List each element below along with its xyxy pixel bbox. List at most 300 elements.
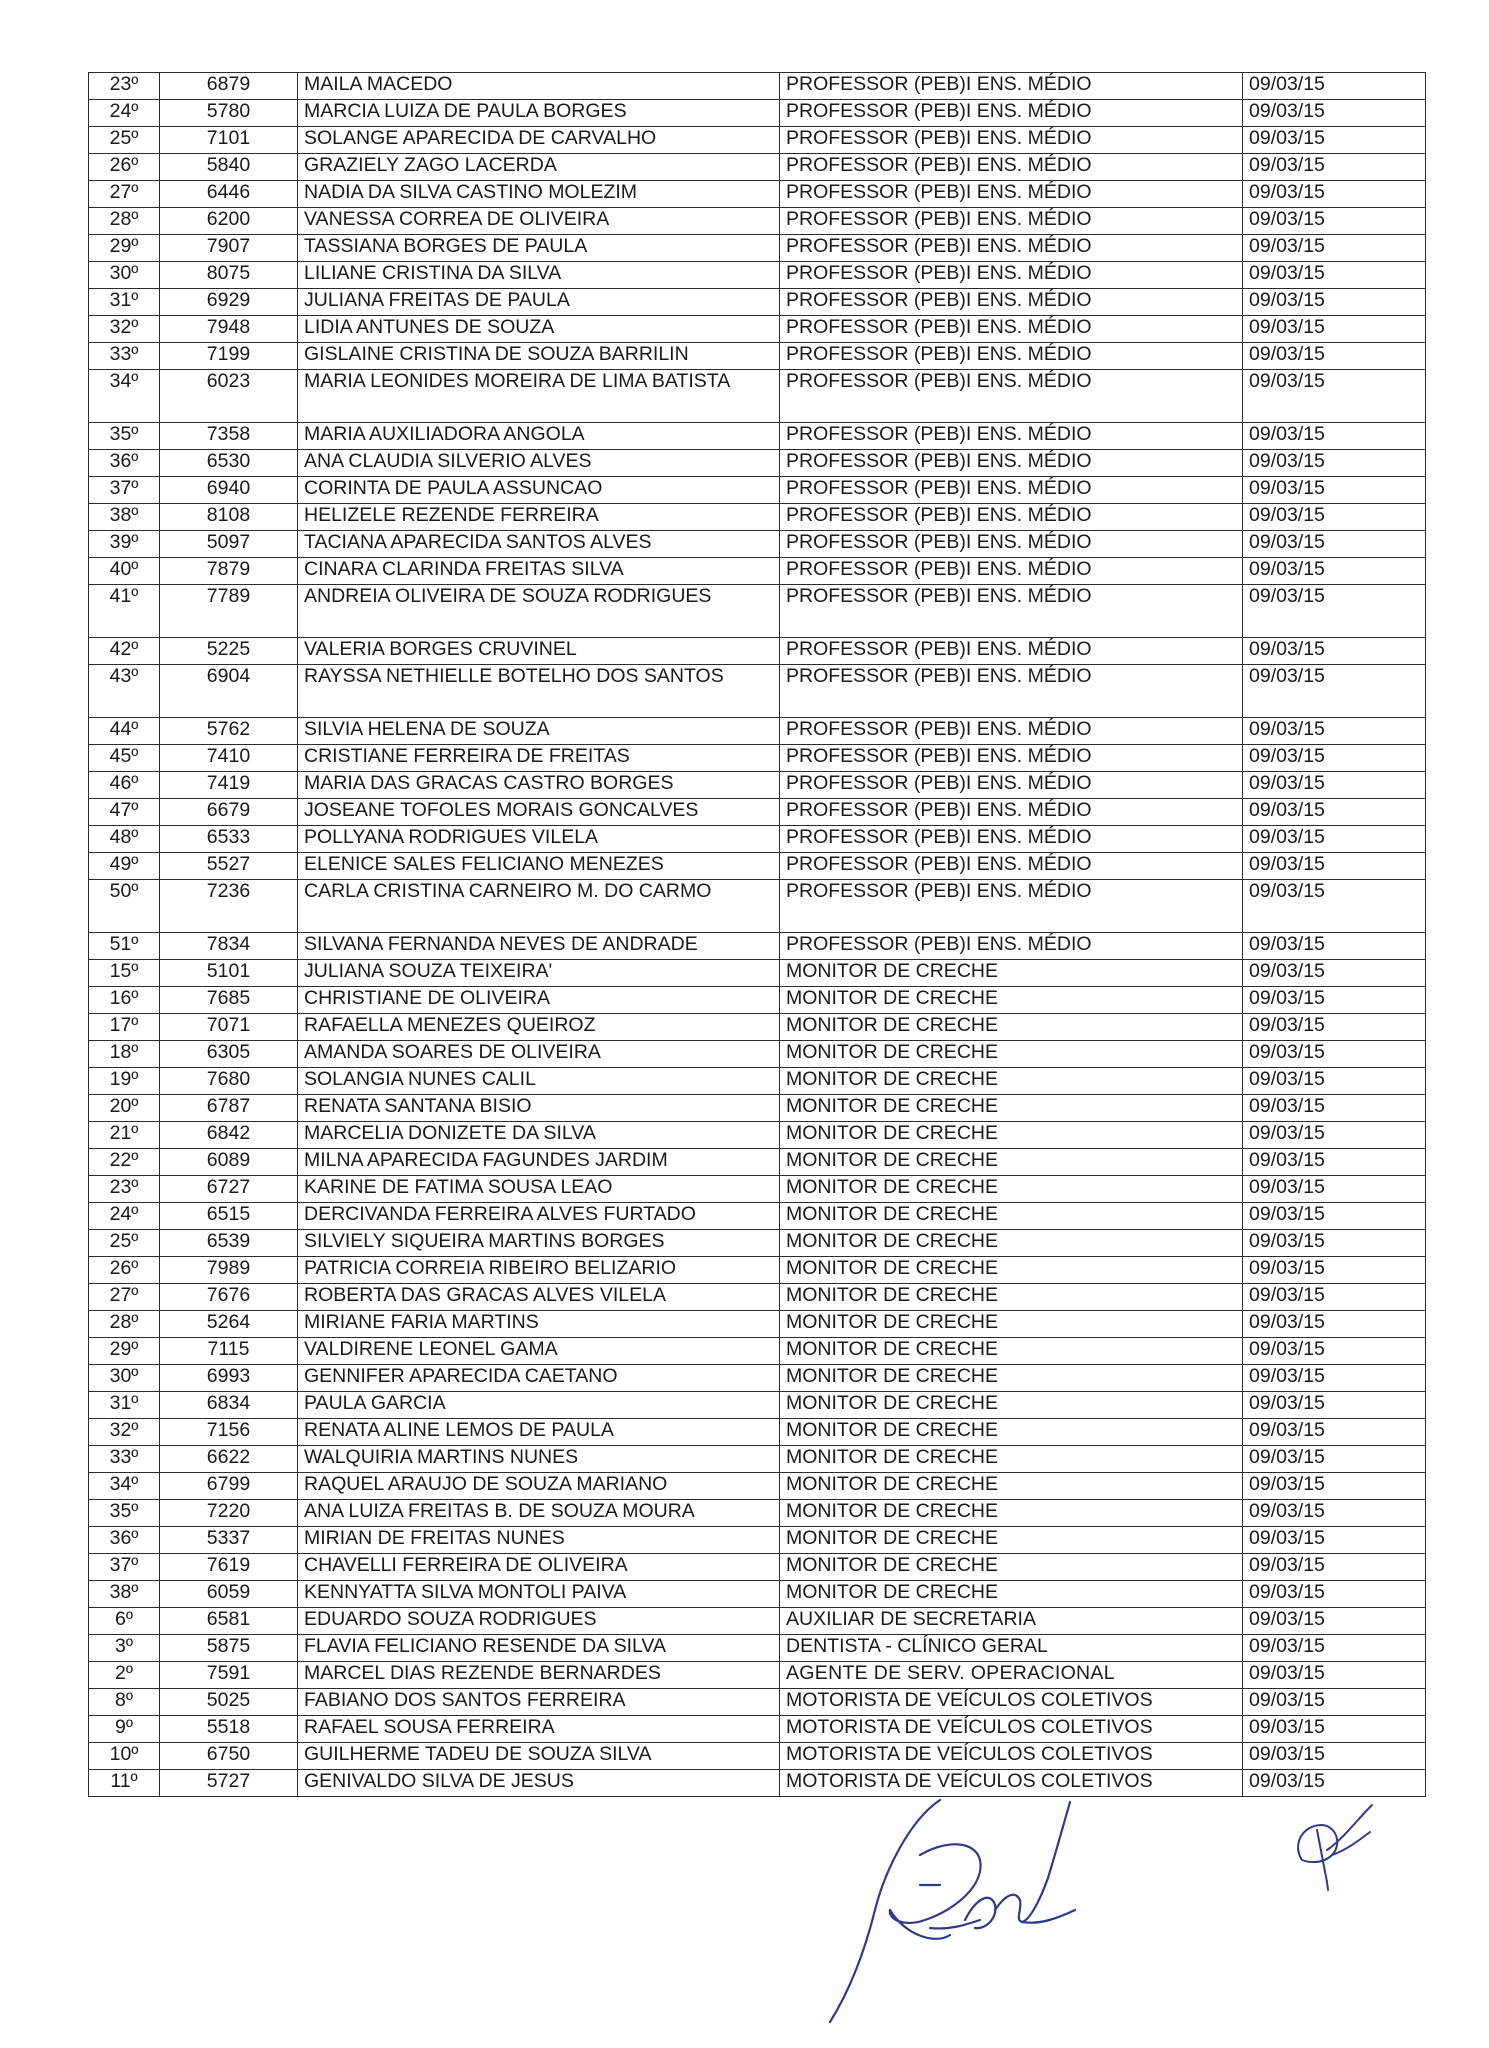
candidate-name-cell: LIDIA ANTUNES DE SOUZA [298, 316, 780, 343]
rank-cell: 22º [89, 1149, 160, 1176]
candidate-name-cell: CORINTA DE PAULA ASSUNCAO [298, 477, 780, 504]
rank-cell: 45º [89, 745, 160, 772]
date-cell: 09/03/15 [1243, 933, 1426, 960]
registration-number-cell: 5264 [160, 1311, 298, 1338]
rank-cell: 24º [89, 100, 160, 127]
rank-cell: 35º [89, 423, 160, 450]
date-cell: 09/03/15 [1243, 1608, 1426, 1635]
candidate-name-cell: FLAVIA FELICIANO RESENDE DA SILVA [298, 1635, 780, 1662]
rank-cell: 23º [89, 1176, 160, 1203]
date-cell: 09/03/15 [1243, 1203, 1426, 1230]
date-cell: 09/03/15 [1243, 1446, 1426, 1473]
table-row [89, 1203, 1426, 1230]
registration-number-cell: 6530 [160, 450, 298, 477]
table-row [89, 772, 1426, 799]
date-cell: 09/03/15 [1243, 1500, 1426, 1527]
date-cell: 09/03/15 [1243, 1338, 1426, 1365]
position-cell: PROFESSOR (PEB)I ENS. MÉDIO [780, 343, 1243, 370]
position-cell: PROFESSOR (PEB)I ENS. MÉDIO [780, 531, 1243, 558]
rank-cell: 20º [89, 1095, 160, 1122]
registration-number-cell: 7680 [160, 1068, 298, 1095]
registration-number-cell: 8075 [160, 262, 298, 289]
table-row [89, 1500, 1426, 1527]
table-row [89, 1554, 1426, 1581]
rank-cell: 6º [89, 1608, 160, 1635]
registration-number-cell: 5527 [160, 853, 298, 880]
table-row [89, 1257, 1426, 1284]
rank-cell: 33º [89, 1446, 160, 1473]
position-cell: MONITOR DE CRECHE [780, 1500, 1243, 1527]
rank-cell: 36º [89, 1527, 160, 1554]
rank-cell: 18º [89, 1041, 160, 1068]
table-row [89, 880, 1426, 933]
registration-number-cell: 7591 [160, 1662, 298, 1689]
position-cell: PROFESSOR (PEB)I ENS. MÉDIO [780, 558, 1243, 585]
candidate-name-cell: MILNA APARECIDA FAGUNDES JARDIM [298, 1149, 780, 1176]
date-cell: 09/03/15 [1243, 1176, 1426, 1203]
table-row [89, 154, 1426, 181]
date-cell: 09/03/15 [1243, 127, 1426, 154]
registration-number-cell: 7199 [160, 343, 298, 370]
registration-number-cell: 7410 [160, 745, 298, 772]
date-cell: 09/03/15 [1243, 718, 1426, 745]
registration-number-cell: 7948 [160, 316, 298, 343]
registration-number-cell: 7419 [160, 772, 298, 799]
rank-cell: 42º [89, 638, 160, 665]
date-cell: 09/03/15 [1243, 1743, 1426, 1770]
candidate-name-cell: CRISTIANE FERREIRA DE FREITAS [298, 745, 780, 772]
registration-number-cell: 8108 [160, 504, 298, 531]
position-cell: MONITOR DE CRECHE [780, 987, 1243, 1014]
candidate-name-cell: MAILA MACEDO [298, 73, 780, 100]
date-cell: 09/03/15 [1243, 1068, 1426, 1095]
position-cell: MONITOR DE CRECHE [780, 1392, 1243, 1419]
table-row [89, 450, 1426, 477]
table-row [89, 1473, 1426, 1500]
registration-number-cell: 5025 [160, 1689, 298, 1716]
date-cell: 09/03/15 [1243, 1554, 1426, 1581]
registration-number-cell: 6904 [160, 665, 298, 718]
table-row [89, 1122, 1426, 1149]
table-row [89, 665, 1426, 718]
candidate-name-cell: HELIZELE REZENDE FERREIRA [298, 504, 780, 531]
position-cell: PROFESSOR (PEB)I ENS. MÉDIO [780, 772, 1243, 799]
date-cell: 09/03/15 [1243, 745, 1426, 772]
date-cell: 09/03/15 [1243, 370, 1426, 423]
table-row [89, 531, 1426, 558]
registration-number-cell: 7156 [160, 1419, 298, 1446]
position-cell: MONITOR DE CRECHE [780, 1473, 1243, 1500]
date-cell: 09/03/15 [1243, 960, 1426, 987]
registration-number-cell: 7907 [160, 235, 298, 262]
candidate-name-cell: JOSEANE TOFOLES MORAIS GONCALVES [298, 799, 780, 826]
date-cell: 09/03/15 [1243, 289, 1426, 316]
registration-number-cell: 7115 [160, 1338, 298, 1365]
table-row [89, 127, 1426, 154]
position-cell: PROFESSOR (PEB)I ENS. MÉDIO [780, 665, 1243, 718]
position-cell: MOTORISTA DE VEÍCULOS COLETIVOS [780, 1689, 1243, 1716]
rank-cell: 26º [89, 1257, 160, 1284]
candidate-name-cell: GUILHERME TADEU DE SOUZA SILVA [298, 1743, 780, 1770]
date-cell: 09/03/15 [1243, 585, 1426, 638]
registration-number-cell: 6581 [160, 1608, 298, 1635]
table-row [89, 1068, 1426, 1095]
table-row [89, 1392, 1426, 1419]
candidate-name-cell: VALERIA BORGES CRUVINEL [298, 638, 780, 665]
registration-number-cell: 6842 [160, 1122, 298, 1149]
registration-number-cell: 6539 [160, 1230, 298, 1257]
registration-number-cell: 5225 [160, 638, 298, 665]
candidate-name-cell: GENIVALDO SILVA DE JESUS [298, 1770, 780, 1797]
position-cell: PROFESSOR (PEB)I ENS. MÉDIO [780, 745, 1243, 772]
position-cell: PROFESSOR (PEB)I ENS. MÉDIO [780, 208, 1243, 235]
rank-cell: 32º [89, 316, 160, 343]
position-cell: MONITOR DE CRECHE [780, 1284, 1243, 1311]
table-row [89, 585, 1426, 638]
registration-number-cell: 6929 [160, 289, 298, 316]
position-cell: MONITOR DE CRECHE [780, 1311, 1243, 1338]
date-cell: 09/03/15 [1243, 181, 1426, 208]
position-cell: PROFESSOR (PEB)I ENS. MÉDIO [780, 826, 1243, 853]
date-cell: 09/03/15 [1243, 1527, 1426, 1554]
registration-number-cell: 7789 [160, 585, 298, 638]
candidate-name-cell: TASSIANA BORGES DE PAULA [298, 235, 780, 262]
candidate-name-cell: RAYSSA NETHIELLE BOTELHO DOS SANTOS [298, 665, 780, 718]
position-cell: MONITOR DE CRECHE [780, 1176, 1243, 1203]
candidate-name-cell: EDUARDO SOUZA RODRIGUES [298, 1608, 780, 1635]
table-row [89, 1311, 1426, 1338]
registration-number-cell: 5101 [160, 960, 298, 987]
table-row [89, 477, 1426, 504]
rank-cell: 2º [89, 1662, 160, 1689]
registration-number-cell: 6446 [160, 181, 298, 208]
rank-cell: 16º [89, 987, 160, 1014]
candidate-name-cell: NADIA DA SILVA CASTINO MOLEZIM [298, 181, 780, 208]
rank-cell: 33º [89, 343, 160, 370]
position-cell: PROFESSOR (PEB)I ENS. MÉDIO [780, 235, 1243, 262]
table-row [89, 1743, 1426, 1770]
table-row [89, 1176, 1426, 1203]
table-row [89, 289, 1426, 316]
candidate-name-cell: MARCELIA DONIZETE DA SILVA [298, 1122, 780, 1149]
candidate-name-cell: MARIA LEONIDES MOREIRA DE LIMA BATISTA [298, 370, 780, 423]
position-cell: PROFESSOR (PEB)I ENS. MÉDIO [780, 262, 1243, 289]
table-row [89, 1284, 1426, 1311]
position-cell: MONITOR DE CRECHE [780, 1203, 1243, 1230]
candidate-name-cell: ANA LUIZA FREITAS B. DE SOUZA MOURA [298, 1500, 780, 1527]
rank-cell: 29º [89, 235, 160, 262]
candidate-name-cell: MARCIA LUIZA DE PAULA BORGES [298, 100, 780, 127]
candidate-name-cell: SOLANGIA NUNES CALIL [298, 1068, 780, 1095]
table-row [89, 1635, 1426, 1662]
candidate-name-cell: JULIANA FREITAS DE PAULA [298, 289, 780, 316]
table-row [89, 1419, 1426, 1446]
date-cell: 09/03/15 [1243, 1230, 1426, 1257]
rank-cell: 17º [89, 1014, 160, 1041]
rank-cell: 29º [89, 1338, 160, 1365]
date-cell: 09/03/15 [1243, 531, 1426, 558]
position-cell: MONITOR DE CRECHE [780, 1230, 1243, 1257]
rank-cell: 24º [89, 1203, 160, 1230]
date-cell: 09/03/15 [1243, 1149, 1426, 1176]
position-cell: MONITOR DE CRECHE [780, 1554, 1243, 1581]
position-cell: PROFESSOR (PEB)I ENS. MÉDIO [780, 477, 1243, 504]
rank-cell: 25º [89, 127, 160, 154]
candidate-name-cell: GENNIFER APARECIDA CAETANO [298, 1365, 780, 1392]
candidate-name-cell: LILIANE CRISTINA DA SILVA [298, 262, 780, 289]
table-row [89, 799, 1426, 826]
date-cell: 09/03/15 [1243, 504, 1426, 531]
date-cell: 09/03/15 [1243, 316, 1426, 343]
position-cell: PROFESSOR (PEB)I ENS. MÉDIO [780, 450, 1243, 477]
candidate-name-cell: WALQUIRIA MARTINS NUNES [298, 1446, 780, 1473]
registration-number-cell: 6940 [160, 477, 298, 504]
position-cell: AGENTE DE SERV. OPERACIONAL [780, 1662, 1243, 1689]
table-row [89, 1446, 1426, 1473]
rank-cell: 28º [89, 208, 160, 235]
date-cell: 09/03/15 [1243, 100, 1426, 127]
registration-number-cell: 6089 [160, 1149, 298, 1176]
position-cell: PROFESSOR (PEB)I ENS. MÉDIO [780, 100, 1243, 127]
candidate-name-cell: VALDIRENE LEONEL GAMA [298, 1338, 780, 1365]
candidate-name-cell: MIRIANE FARIA MARTINS [298, 1311, 780, 1338]
table-row [89, 208, 1426, 235]
table-row [89, 1095, 1426, 1122]
candidate-name-cell: AMANDA SOARES DE OLIVEIRA [298, 1041, 780, 1068]
candidate-name-cell: CARLA CRISTINA CARNEIRO M. DO CARMO [298, 880, 780, 933]
rank-cell: 30º [89, 262, 160, 289]
position-cell: PROFESSOR (PEB)I ENS. MÉDIO [780, 933, 1243, 960]
position-cell: PROFESSOR (PEB)I ENS. MÉDIO [780, 181, 1243, 208]
position-cell: PROFESSOR (PEB)I ENS. MÉDIO [780, 638, 1243, 665]
date-cell: 09/03/15 [1243, 853, 1426, 880]
date-cell: 09/03/15 [1243, 1770, 1426, 1797]
rank-cell: 31º [89, 1392, 160, 1419]
table-row [89, 1230, 1426, 1257]
initials-mark [1272, 1790, 1392, 1910]
registration-number-cell: 5518 [160, 1716, 298, 1743]
date-cell: 09/03/15 [1243, 826, 1426, 853]
registration-number-cell: 6750 [160, 1743, 298, 1770]
position-cell: DENTISTA - CLÍNICO GERAL [780, 1635, 1243, 1662]
registration-number-cell: 6059 [160, 1581, 298, 1608]
registration-number-cell: 6834 [160, 1392, 298, 1419]
registration-number-cell: 7101 [160, 127, 298, 154]
date-cell: 09/03/15 [1243, 665, 1426, 718]
position-cell: MONITOR DE CRECHE [780, 1095, 1243, 1122]
candidate-name-cell: MARIA AUXILIADORA ANGOLA [298, 423, 780, 450]
table-row [89, 987, 1426, 1014]
date-cell: 09/03/15 [1243, 1257, 1426, 1284]
date-cell: 09/03/15 [1243, 154, 1426, 181]
candidate-name-cell: POLLYANA RODRIGUES VILELA [298, 826, 780, 853]
position-cell: MONITOR DE CRECHE [780, 1014, 1243, 1041]
table-row [89, 558, 1426, 585]
date-cell: 09/03/15 [1243, 1311, 1426, 1338]
candidate-name-cell: PATRICIA CORREIA RIBEIRO BELIZARIO [298, 1257, 780, 1284]
position-cell: MONITOR DE CRECHE [780, 1527, 1243, 1554]
rank-cell: 23º [89, 73, 160, 100]
registration-number-cell: 6023 [160, 370, 298, 423]
roster-body [89, 73, 1426, 1797]
position-cell: PROFESSOR (PEB)I ENS. MÉDIO [780, 316, 1243, 343]
date-cell: 09/03/15 [1243, 477, 1426, 504]
date-cell: 09/03/15 [1243, 987, 1426, 1014]
registration-number-cell: 7071 [160, 1014, 298, 1041]
date-cell: 09/03/15 [1243, 343, 1426, 370]
rank-cell: 26º [89, 154, 160, 181]
date-cell: 09/03/15 [1243, 1284, 1426, 1311]
table-row [89, 1770, 1426, 1797]
registration-number-cell: 6879 [160, 73, 298, 100]
rank-cell: 3º [89, 1635, 160, 1662]
table-row [89, 316, 1426, 343]
date-cell: 09/03/15 [1243, 208, 1426, 235]
registration-number-cell: 7236 [160, 880, 298, 933]
table-row [89, 1365, 1426, 1392]
table-row [89, 235, 1426, 262]
registration-number-cell: 6515 [160, 1203, 298, 1230]
candidate-name-cell: MIRIAN DE FREITAS NUNES [298, 1527, 780, 1554]
rank-cell: 35º [89, 1500, 160, 1527]
table-row [89, 1608, 1426, 1635]
candidate-name-cell: CHAVELLI FERREIRA DE OLIVEIRA [298, 1554, 780, 1581]
table-row [89, 718, 1426, 745]
table-row [89, 1014, 1426, 1041]
rank-cell: 34º [89, 370, 160, 423]
date-cell: 09/03/15 [1243, 1014, 1426, 1041]
date-cell: 09/03/15 [1243, 450, 1426, 477]
position-cell: MONITOR DE CRECHE [780, 1257, 1243, 1284]
date-cell: 09/03/15 [1243, 1122, 1426, 1149]
date-cell: 09/03/15 [1243, 558, 1426, 585]
date-cell: 09/03/15 [1243, 1419, 1426, 1446]
rank-cell: 27º [89, 1284, 160, 1311]
rank-cell: 10º [89, 1743, 160, 1770]
table-row [89, 1527, 1426, 1554]
rank-cell: 9º [89, 1716, 160, 1743]
position-cell: MONITOR DE CRECHE [780, 1581, 1243, 1608]
rank-cell: 51º [89, 933, 160, 960]
rank-cell: 37º [89, 1554, 160, 1581]
candidate-name-cell: VANESSA CORREA DE OLIVEIRA [298, 208, 780, 235]
position-cell: PROFESSOR (PEB)I ENS. MÉDIO [780, 289, 1243, 316]
registration-number-cell: 6200 [160, 208, 298, 235]
position-cell: MONITOR DE CRECHE [780, 1068, 1243, 1095]
candidate-name-cell: ANA CLAUDIA SILVERIO ALVES [298, 450, 780, 477]
candidate-name-cell: RENATA ALINE LEMOS DE PAULA [298, 1419, 780, 1446]
date-cell: 09/03/15 [1243, 423, 1426, 450]
candidate-name-cell: SILVANA FERNANDA NEVES DE ANDRADE [298, 933, 780, 960]
date-cell: 09/03/15 [1243, 1473, 1426, 1500]
candidate-name-cell: MARIA DAS GRACAS CASTRO BORGES [298, 772, 780, 799]
date-cell: 09/03/15 [1243, 1095, 1426, 1122]
rank-cell: 15º [89, 960, 160, 987]
table-row [89, 370, 1426, 423]
position-cell: PROFESSOR (PEB)I ENS. MÉDIO [780, 880, 1243, 933]
rank-cell: 46º [89, 772, 160, 799]
candidate-name-cell: MARCEL DIAS REZENDE BERNARDES [298, 1662, 780, 1689]
rank-cell: 48º [89, 826, 160, 853]
position-cell: PROFESSOR (PEB)I ENS. MÉDIO [780, 718, 1243, 745]
table-row [89, 100, 1426, 127]
date-cell: 09/03/15 [1243, 880, 1426, 933]
registration-number-cell: 7989 [160, 1257, 298, 1284]
table-row [89, 504, 1426, 531]
table-row [89, 853, 1426, 880]
position-cell: AUXILIAR DE SECRETARIA [780, 1608, 1243, 1635]
registration-number-cell: 7220 [160, 1500, 298, 1527]
registration-number-cell: 5727 [160, 1770, 298, 1797]
candidate-name-cell: DERCIVANDA FERREIRA ALVES FURTADO [298, 1203, 780, 1230]
position-cell: MONITOR DE CRECHE [780, 1149, 1243, 1176]
registration-number-cell: 6787 [160, 1095, 298, 1122]
table-row [89, 1689, 1426, 1716]
candidate-name-cell: SILVIELY SIQUEIRA MARTINS BORGES [298, 1230, 780, 1257]
position-cell: PROFESSOR (PEB)I ENS. MÉDIO [780, 127, 1243, 154]
date-cell: 09/03/15 [1243, 73, 1426, 100]
rank-cell: 28º [89, 1311, 160, 1338]
position-cell: MONITOR DE CRECHE [780, 1122, 1243, 1149]
rank-cell: 37º [89, 477, 160, 504]
candidate-name-cell: RAFAELLA MENEZES QUEIROZ [298, 1014, 780, 1041]
rank-cell: 30º [89, 1365, 160, 1392]
date-cell: 09/03/15 [1243, 262, 1426, 289]
registration-number-cell: 6727 [160, 1176, 298, 1203]
rank-cell: 27º [89, 181, 160, 208]
rank-cell: 49º [89, 853, 160, 880]
table-row [89, 1338, 1426, 1365]
candidate-name-cell: RAFAEL SOUSA FERREIRA [298, 1716, 780, 1743]
rank-cell: 41º [89, 585, 160, 638]
table-row [89, 1662, 1426, 1689]
position-cell: PROFESSOR (PEB)I ENS. MÉDIO [780, 585, 1243, 638]
date-cell: 09/03/15 [1243, 1581, 1426, 1608]
registration-number-cell: 6679 [160, 799, 298, 826]
registration-number-cell: 6305 [160, 1041, 298, 1068]
position-cell: MONITOR DE CRECHE [780, 1041, 1243, 1068]
registration-number-cell: 7619 [160, 1554, 298, 1581]
candidate-name-cell: ANDREIA OLIVEIRA DE SOUZA RODRIGUES [298, 585, 780, 638]
rank-cell: 25º [89, 1230, 160, 1257]
candidate-name-cell: KENNYATTA SILVA MONTOLI PAIVA [298, 1581, 780, 1608]
table-row [89, 423, 1426, 450]
registration-number-cell: 5780 [160, 100, 298, 127]
position-cell: MOTORISTA DE VEÍCULOS COLETIVOS [780, 1743, 1243, 1770]
position-cell: MONITOR DE CRECHE [780, 1365, 1243, 1392]
rank-cell: 43º [89, 665, 160, 718]
position-cell: PROFESSOR (PEB)I ENS. MÉDIO [780, 154, 1243, 181]
registration-number-cell: 6622 [160, 1446, 298, 1473]
registration-number-cell: 7685 [160, 987, 298, 1014]
date-cell: 09/03/15 [1243, 1041, 1426, 1068]
rank-cell: 32º [89, 1419, 160, 1446]
date-cell: 09/03/15 [1243, 772, 1426, 799]
rank-cell: 38º [89, 1581, 160, 1608]
candidate-name-cell: FABIANO DOS SANTOS FERREIRA [298, 1689, 780, 1716]
candidate-name-cell: KARINE DE FATIMA SOUSA LEAO [298, 1176, 780, 1203]
registration-number-cell: 5762 [160, 718, 298, 745]
candidate-name-cell: PAULA GARCIA [298, 1392, 780, 1419]
rank-cell: 40º [89, 558, 160, 585]
rank-cell: 36º [89, 450, 160, 477]
registration-number-cell: 6799 [160, 1473, 298, 1500]
position-cell: PROFESSOR (PEB)I ENS. MÉDIO [780, 423, 1243, 450]
rank-cell: 21º [89, 1122, 160, 1149]
date-cell: 09/03/15 [1243, 1392, 1426, 1419]
candidate-name-cell: SILVIA HELENA DE SOUZA [298, 718, 780, 745]
rank-cell: 47º [89, 799, 160, 826]
